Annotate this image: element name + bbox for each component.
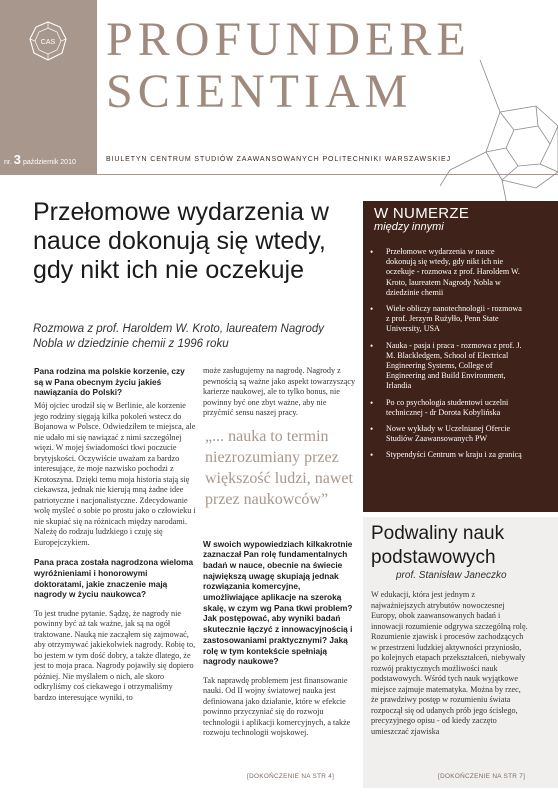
- logo-block: [0, 0, 97, 97]
- masthead: [106, 14, 471, 118]
- sidebar-item[interactable]: • Przełomowe wydarzenia w nauce dokonują się wtedy, gdy nikt ich nie oczekuje - rozmowa z prof. Haroldem W. Kroto, laureatem Nagrody Nobla w dziedzinie chemii: [370, 247, 520, 297]
- issue-number: 3: [13, 152, 21, 167]
- answer-2-continued: może zasługujemy na nagrodę. Nagrody z pewnością są ważne jako aspekt towarzyszący karierze naukowej, ale to tylko bonus, nie powinny być one zbyt ważne, aby nie przyćmić sensu naszej pracy.: [203, 366, 356, 417]
- bullet-icon: •: [370, 340, 374, 351]
- issue-date: październik 2010: [22, 159, 76, 166]
- bulletin-title: BIULETYN CENTRUM STUDIÓW ZAAWANSOWANYCH POLITECHNIKI WARSZAWSKIEJ: [106, 156, 451, 163]
- bullet-icon: •: [370, 424, 374, 435]
- continued-link[interactable]: [DOKOŃCZENIE NA STR 4]: [247, 773, 335, 780]
- bullet-icon: •: [370, 397, 374, 408]
- sidebar-subtitle: między innymi: [374, 221, 444, 233]
- question-2: Pana praca została nagrodzona wieloma wyróżnieniami i honorowymi doktoratami, jakie znaczenie mają nagrody w życiu naukowca?: [34, 557, 194, 600]
- question-1: Pana rodzina ma polskie korzenie, czy są w Pana obecnym życiu jakieś nawiązania do Polski?: [34, 366, 185, 398]
- sidebar-item[interactable]: • Stypendyści Centrum w kraju i za granicą: [370, 450, 522, 461]
- sidebar-title: W NUMERZE: [374, 205, 470, 222]
- sidebar-item[interactable]: • Wiele obliczy nanotechnologii - rozmowa z prof. Jerzym Rużyłło, Penn State University, USA: [370, 304, 522, 334]
- logo-text: CAS: [40, 39, 56, 46]
- issue-info: [4, 152, 76, 167]
- cas-logo-icon: [0, 0, 97, 97]
- main-headline: Przełomowe wydarzenia w nauce dokonują się wtedy, gdy nikt ich nie oczekuje: [33, 198, 329, 284]
- article2-author: prof. Stanisław Janeczko: [396, 570, 507, 581]
- sidebar-item[interactable]: • Po co psychologia studentowi uczelni technicznej - dr Dorota Kobylińska: [370, 397, 509, 417]
- bullet-icon: •: [370, 450, 374, 461]
- question-3: W swoich wypowiedziach kilkakrotnie zaznaczał Pan rolę fundamentalnych badań w nauce, obecnie na świecie największą uwagę skupiają jednak rozwiązania komercyjne, umożliwiające aplikacje na szeroką skalę, w czym wg Pana tkwi problem? Jak postępować, aby wyniki badań skutecznie łączyć z innowacyjnością i zastosowaniami praktycznymi? Jaką rolę w tym kontekście spełniają nagrody naukowe?: [203, 538, 353, 667]
- interview-deck: Rozmowa z prof. Haroldem W. Kroto, laureatem Nagrody Nobla w dziedzinie chemii z 1996 roku: [33, 323, 325, 350]
- bullet-icon: •: [370, 247, 374, 257]
- answer-1: Mój ojciec urodził się w Berlinie, ale korzenie jego rodziny sięgają kilka pokoleń wstecz do Bojanowa w Polsce. Odwiedziłem te miejsca, ale nie udało mi się nawiązać z nimi szczególnej więzi. W mojej świadomości tkwi poczucie brytyjskości. Oczywiście uważam za bardzo interesujące, że moje nazwisko pochodzi z Krotoszyna. Dzięki temu moja historia stają się ciekawsza, jednak nie kierują mną żadne idee patriotyczne i nacjonalistyczne. Zdecydowanie wolę myśleć o sobie po prostu jako o człowieku i nie skupiać się na różnicach między narodami. Należę do rodzaju ludzkiego i czuję się Europejczykiem.: [34, 401, 196, 547]
- in-this-issue-list: [370, 247, 522, 467]
- sidebar-item[interactable]: • Nauka - pasja i praca - rozmowa z prof. J. M. Blackledgem, School of Electrical Engineering Systems, College of Engineering and Build Environment, Irlandia: [370, 340, 522, 391]
- continued-link-2[interactable]: [DOKOŃCZENIE NA STR 7]: [438, 773, 526, 780]
- masthead-line1: PROFUNDERE: [106, 13, 471, 66]
- issue-prefix: nr.: [4, 159, 12, 166]
- masthead-line2: SCIENTIAM: [106, 65, 413, 118]
- pull-quote: „... nauka to termin niezrozumiany przez większość ludzi, nawet przez naukowców”: [205, 428, 353, 508]
- answer-2: To jest trudne pytanie. Sądzę, że nagrody nie powinny być aż tak ważne, jak są na ogół traktowane. Nauką nie zacząłem się zajmować, aby otrzymywać jakiekolwiek nagrody. Robię to, bo jestem w tym dość dobry, a także dlatego, że jest to moja praca. Nagrody pojawiły się dopiero później. Nie myślałem o nich, ale skoro odkryliśmy coś ciekawego i otrzymaliśmy bardzo interesujące wyniki, to: [34, 608, 196, 702]
- bullet-icon: •: [370, 304, 374, 315]
- article2-body: W edukacji, która jest jednym z najważniejszych atrybutów nowoczesnej Europy, obok zaawansowanych badań i innowacji rozumienie odgrywa szczególną rolę. Rozumienie zjawisk i procesów zachodzących w przestrzeni ludzkiej aktywności przyniosło, po kolejnych etapach przekształceń, niebywały rozwój praktycznych możliwości nauk podstawowych. Wśród tych nauk wyjątkowe miejsce zajmuje matematyka. Można by rzec, że prawdziwy postęp w rozumieniu świata rozpoczął się od udanych prób jego ścisłego, precyzyjnego opisu - od kiedy zaczęto umieszczać zjawiska: [371, 590, 528, 736]
- article2-title: Podwaliny nauk podstawowych: [371, 523, 505, 568]
- article-column-1: [34, 366, 196, 703]
- article-column-2: [203, 366, 358, 739]
- sidebar-item[interactable]: • Nowe wykłady w Uczelnianej Ofercie Studiów Zaawansowanych PW: [370, 424, 511, 444]
- answer-3: Tak naprawdę problemem jest finansowanie nauki. Od II wojny światowej nauka jest definiowana jako działanie, które w efekcie powinno przyczyniać się do rozwoju technologii i aplikacji komercyjnych, a także rozwoju technologii wojskowej.: [203, 675, 351, 738]
